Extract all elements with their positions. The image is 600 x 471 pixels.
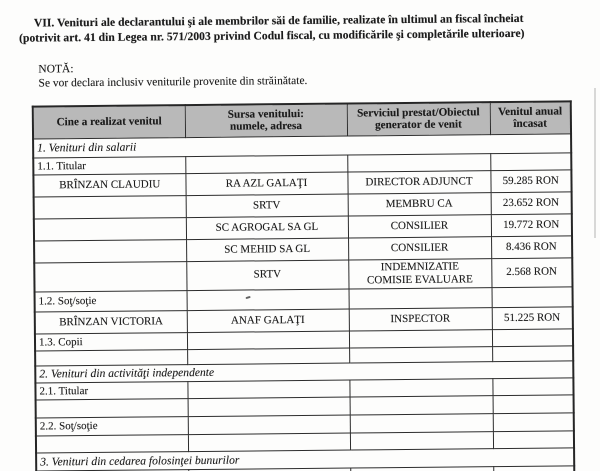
cell-who: BRÎNZAN VICTORIA <box>35 310 187 333</box>
section-heading <box>19 11 586 45</box>
empty-cell <box>36 398 188 417</box>
empty-cell <box>187 331 349 350</box>
col-header-who: Cine a realizat venitul <box>33 105 185 138</box>
cell-who <box>34 217 186 240</box>
empty-cell <box>187 289 349 311</box>
empty-cell <box>349 329 492 347</box>
empty-cell <box>492 377 573 395</box>
empty-cell <box>492 345 573 361</box>
empty-cell <box>188 433 350 452</box>
cell-who: BRÎNZAN CLAUDIU <box>33 173 185 196</box>
sub-label: 2.1. Titular <box>35 381 187 399</box>
empty-cell <box>493 430 574 448</box>
section-label: 1. Venituri din salarii <box>33 133 571 157</box>
table-header-row <box>33 101 571 138</box>
empty-cell <box>350 413 493 432</box>
cell-source: RA AZL GALAŢI <box>185 172 347 196</box>
note-block <box>38 58 558 91</box>
cell-amount: 8.436 RON <box>491 235 572 258</box>
empty-cell <box>350 395 493 414</box>
empty-cell <box>35 349 187 365</box>
note-text: Se vor declara inclusiv veniturile provenite din străinătate. <box>38 74 308 90</box>
empty-cell <box>492 328 573 346</box>
empty-cell <box>187 380 349 399</box>
empty-cell <box>490 152 571 170</box>
col-header-service: Serviciul prestat/Obiectul generator de venit <box>347 102 490 135</box>
cell-who <box>34 195 186 218</box>
cell-service: CONSILIER <box>348 214 491 237</box>
sub-label: 1.2. Soţ/soţie <box>35 290 187 311</box>
cell-who <box>34 239 186 262</box>
section-label: 2. Venituri din activităţi independente <box>35 360 573 382</box>
sub-label: 2.2. Soţ/soţie <box>36 416 188 435</box>
income-table <box>32 100 576 471</box>
cell-service: MEMBRU CA <box>348 192 491 215</box>
empty-cell <box>492 286 573 307</box>
empty-cell <box>350 431 493 449</box>
empty-cell <box>187 348 349 365</box>
cell-who <box>34 261 186 291</box>
empty-cell <box>188 397 350 417</box>
heading-line-2: (potrivit art. 41 din Legea nr. 571/2003 privind Codul fiscal, cu modificările şi completările ulterioare) <box>19 26 525 45</box>
empty-cell <box>188 415 350 435</box>
cell-service: INDEMNIZATIE COMISIE EVALUARE <box>348 258 491 288</box>
cell-service: CONSILIER <box>348 236 491 259</box>
cell-amount: 51.225 RON <box>492 306 573 329</box>
empty-cell <box>493 394 574 413</box>
sub-label: 1.3. Copii <box>35 332 187 350</box>
cell-source: ANAF GALAŢI <box>187 309 349 333</box>
cell-service: DIRECTOR ADJUNCT <box>347 170 490 193</box>
section-label: 3. Venituri din cedarea folosinţei bunurilor <box>36 447 574 470</box>
cell-amount: 59.285 RON <box>490 169 571 192</box>
empty-cell <box>188 468 350 471</box>
cell-source: SC AGROGAL SA GL <box>186 216 348 240</box>
empty-cell <box>349 287 492 308</box>
cell-amount: 2.568 RON <box>491 257 572 287</box>
cell-amount: 23.652 RON <box>491 191 572 214</box>
cell-source: SC MEHID SA GL <box>186 238 348 262</box>
cell-source: SRTV <box>186 260 348 291</box>
empty-cell <box>36 434 188 452</box>
sub-label: 1.1. Titular <box>33 156 185 174</box>
empty-cell <box>493 412 574 431</box>
cell-amount: 19.772 RON <box>491 213 572 236</box>
scan-streak <box>594 88 596 238</box>
empty-cell <box>349 378 492 396</box>
col-header-source: Sursa venitului: numele, adresa <box>185 104 347 138</box>
col-header-amount: Venitul anual încasat <box>490 101 571 134</box>
empty-cell <box>185 155 347 174</box>
empty-cell <box>493 465 574 471</box>
heading-line-1: VII. Venituri ale declarantului şi ale membrilor săi de familie, realizate în ultimul an fiscal încheiat <box>33 11 524 30</box>
cell-service: INSPECTOR <box>349 307 492 330</box>
empty-cell <box>349 346 492 362</box>
empty-cell <box>350 466 493 471</box>
empty-cell <box>347 153 490 171</box>
note-label: NOTĂ: <box>38 63 74 76</box>
cell-source: SRTV <box>186 194 348 218</box>
